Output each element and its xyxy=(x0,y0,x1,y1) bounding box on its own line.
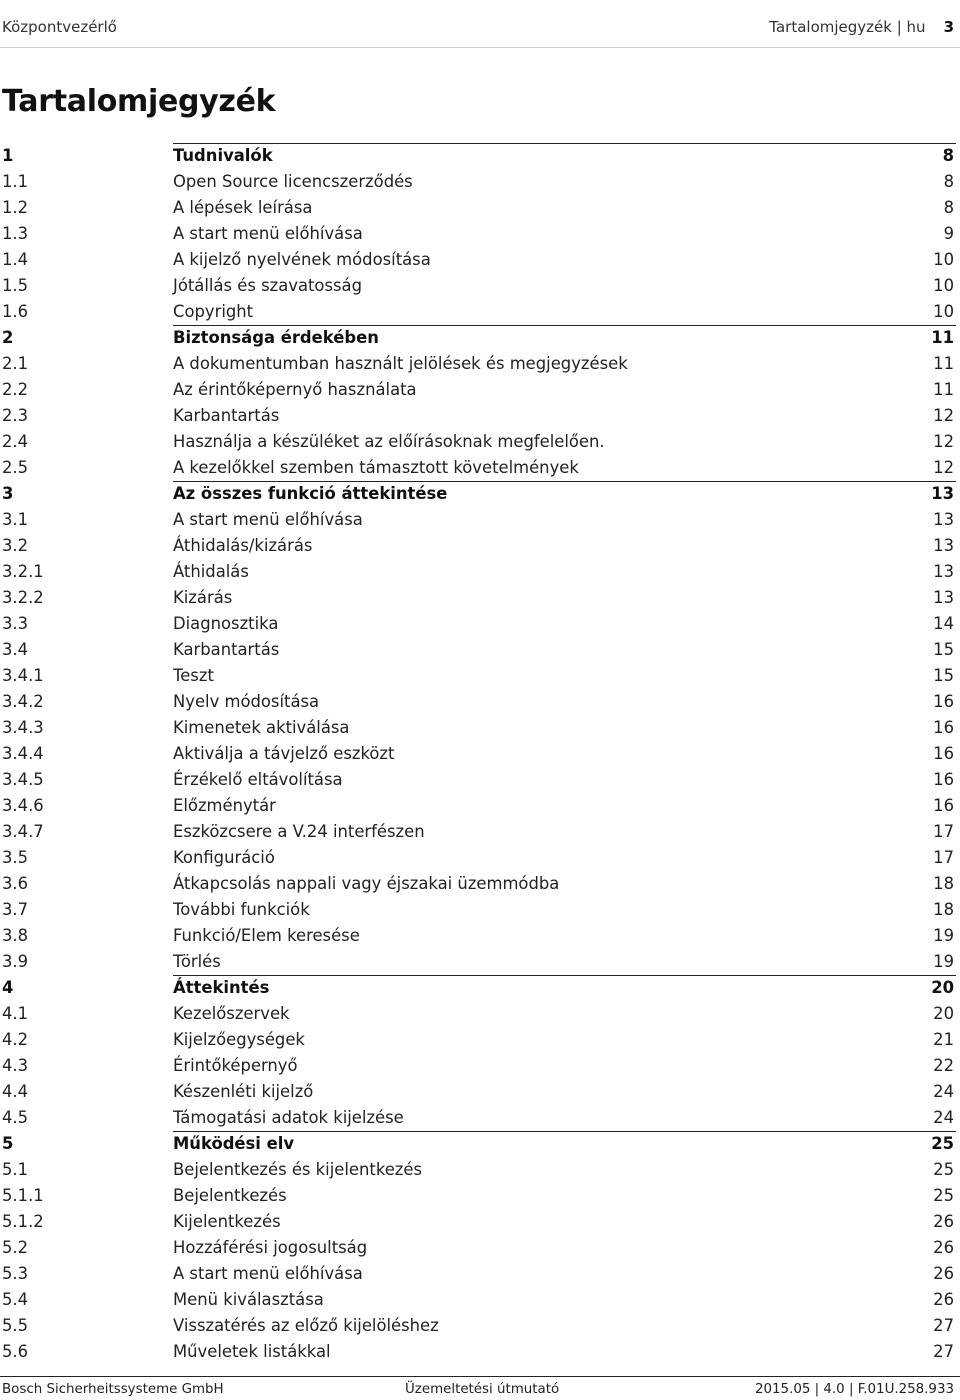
toc-entry-title: Eszközcsere a V.24 interfészen xyxy=(173,822,425,841)
toc-entry-number: 3.4.2 xyxy=(2,692,44,711)
toc-entry-number: 4.2 xyxy=(2,1030,29,1049)
toc-entry-page: 16 xyxy=(933,796,954,815)
toc-entry-page: 26 xyxy=(933,1238,954,1257)
toc-entry-page: 16 xyxy=(933,744,954,763)
toc-entry-row[interactable] xyxy=(0,611,960,637)
toc-entry-page: 11 xyxy=(933,354,954,373)
toc-entry-number: 1.5 xyxy=(2,276,29,295)
toc-entry-page: 21 xyxy=(933,1030,954,1049)
toc-entry-number: 5.5 xyxy=(2,1316,29,1335)
toc-chapter-row[interactable] xyxy=(0,1131,960,1157)
toc-entry-title: A start menü előhívása xyxy=(173,1264,363,1283)
toc-entry-row[interactable] xyxy=(0,195,960,221)
header-section xyxy=(769,18,954,36)
toc-entry-number: 2.4 xyxy=(2,432,29,451)
toc-entry-title: Bejelentkezés xyxy=(173,1186,287,1205)
toc-entry-title: Teszt xyxy=(173,666,214,685)
toc-entry-title: Érintőképernyő xyxy=(173,1056,298,1075)
toc-entry-number: 3.3 xyxy=(2,614,29,633)
toc-entry-title: Kezelőszervek xyxy=(173,1004,290,1023)
toc-entry-page: 15 xyxy=(933,640,954,659)
toc-entry-row[interactable] xyxy=(0,845,960,871)
toc-entry-number: 1.3 xyxy=(2,224,29,243)
toc-entry-row[interactable] xyxy=(0,1105,960,1131)
toc-entry-number: 5.3 xyxy=(2,1264,29,1283)
toc-entry-title: Kijelentkezés xyxy=(173,1212,281,1231)
toc-entry-page: 24 xyxy=(933,1108,954,1127)
toc-entry-number: 2.2 xyxy=(2,380,29,399)
toc-entry-row[interactable] xyxy=(0,1313,960,1339)
toc-entry-number: 3.4.4 xyxy=(2,744,44,763)
toc-entry-title: Támogatási adatok kijelzése xyxy=(173,1108,404,1127)
toc-entry-page: 11 xyxy=(933,380,954,399)
toc-chapter-row[interactable] xyxy=(0,975,960,1001)
toc-entry-title: Áthidalás xyxy=(173,562,249,581)
toc-entry-row[interactable] xyxy=(0,1183,960,1209)
toc-entry-number: 3.8 xyxy=(2,926,29,945)
toc-entry-page: 12 xyxy=(933,432,954,451)
toc-entry-title: A kijelző nyelvének módosítása xyxy=(173,250,431,269)
toc-entry-number: 3.5 xyxy=(2,848,29,867)
toc-entry-title: További funkciók xyxy=(173,900,310,919)
toc-chapter-row[interactable] xyxy=(0,325,960,351)
toc-entry-row[interactable] xyxy=(0,1079,960,1105)
toc-entry-title: A dokumentumban használt jelölések és megjegyzések xyxy=(173,354,628,373)
toc-entry-page: 10 xyxy=(933,276,954,295)
toc-entry-row[interactable] xyxy=(0,429,960,455)
toc-entry-page: 13 xyxy=(933,562,954,581)
toc-entry-title: Használja a készüléket az előírásoknak megfelelően. xyxy=(173,432,605,451)
toc-entry-row[interactable] xyxy=(0,923,960,949)
toc-entry-title: Hozzáférési jogosultság xyxy=(173,1238,368,1257)
toc-entry-row[interactable] xyxy=(0,1339,960,1365)
toc-entry-number: 2.3 xyxy=(2,406,29,425)
toc-entry-page: 12 xyxy=(933,406,954,425)
toc-entry-page: 18 xyxy=(933,900,954,919)
toc-entry-row[interactable] xyxy=(0,715,960,741)
toc-entry-page: 17 xyxy=(933,848,954,867)
toc-entry-number: 3.4.7 xyxy=(2,822,44,841)
toc-entry-title: Műveletek listákkal xyxy=(173,1342,331,1361)
page-title: Tartalomjegyzék xyxy=(2,84,276,119)
toc-entry-page: 13 xyxy=(931,484,954,503)
footer-company: Bosch Sicherheitssysteme GmbH xyxy=(2,1382,224,1397)
toc-entry-title: Az érintőképernyő használata xyxy=(173,380,417,399)
toc-entry-title: Törlés xyxy=(173,952,221,971)
toc-entry-title: Konfiguráció xyxy=(173,848,275,867)
toc-entry-row[interactable] xyxy=(0,793,960,819)
toc-entry-row[interactable] xyxy=(0,559,960,585)
toc-entry-number: 1.2 xyxy=(2,198,29,217)
toc-entry-number: 5.1.1 xyxy=(2,1186,44,1205)
toc-entry-title: Nyelv módosítása xyxy=(173,692,320,711)
toc-entry-number: 5.2 xyxy=(2,1238,29,1257)
toc-entry-row[interactable] xyxy=(0,221,960,247)
toc-entry-row[interactable] xyxy=(0,1027,960,1053)
toc-entry-title: Karbantartás xyxy=(173,640,280,659)
toc-entry-number: 2.5 xyxy=(2,458,29,477)
toc-entry-page: 24 xyxy=(933,1082,954,1101)
toc-entry-number: 3.4.1 xyxy=(2,666,44,685)
toc-entry-page: 25 xyxy=(933,1186,954,1205)
toc-entry-row[interactable] xyxy=(0,897,960,923)
toc-entry-number: 2.1 xyxy=(2,354,29,373)
toc-entry-title: Előzménytár xyxy=(173,796,276,815)
toc-entry-title: Biztonsága érdekében xyxy=(173,328,379,347)
toc-entry-page: 27 xyxy=(933,1316,954,1335)
toc-entry-number: 1.6 xyxy=(2,302,29,321)
toc-entry-page: 27 xyxy=(933,1342,954,1361)
page-footer xyxy=(0,1376,960,1400)
toc-entry-number: 3.6 xyxy=(2,874,29,893)
toc-entry-row[interactable] xyxy=(0,1235,960,1261)
toc-entry-number: 5.6 xyxy=(2,1342,29,1361)
toc-entry-row[interactable] xyxy=(0,1261,960,1287)
toc-entry-number: 3.4.3 xyxy=(2,718,44,737)
toc-entry-row[interactable] xyxy=(0,533,960,559)
toc-entry-page: 8 xyxy=(943,172,954,191)
toc-entry-page: 19 xyxy=(933,952,954,971)
toc-entry-number: 3.4 xyxy=(2,640,29,659)
toc-entry-row[interactable] xyxy=(0,1053,960,1079)
toc-entry-row[interactable] xyxy=(0,949,960,975)
toc-entry-number: 3.2 xyxy=(2,536,29,555)
toc-entry-title: Karbantartás xyxy=(173,406,280,425)
toc-entry-page: 10 xyxy=(933,250,954,269)
toc-entry-page: 26 xyxy=(933,1264,954,1283)
toc-entry-title: Tudnivalók xyxy=(173,146,273,165)
page-header xyxy=(0,0,960,48)
toc-entry-number: 3.4.5 xyxy=(2,770,44,789)
toc-entry-page: 26 xyxy=(933,1290,954,1309)
toc-entry-title: Érzékelő eltávolítása xyxy=(173,770,343,789)
toc-entry-page: 26 xyxy=(933,1212,954,1231)
toc-entry-row[interactable] xyxy=(0,299,960,325)
toc-entry-number: 4 xyxy=(2,978,14,997)
toc-entry-title: Menü kiválasztása xyxy=(173,1290,324,1309)
toc-entry-number: 5.1.2 xyxy=(2,1212,44,1231)
toc-entry-page: 19 xyxy=(933,926,954,945)
toc-entry-title: Diagnosztika xyxy=(173,614,279,633)
toc-entry-title: A kezelőkkel szemben támasztott követelmények xyxy=(173,458,579,477)
toc-entry-title: Átkapcsolás nappali vagy éjszakai üzemmódba xyxy=(173,874,560,893)
toc-entry-page: 10 xyxy=(933,302,954,321)
toc-entry-row[interactable] xyxy=(0,741,960,767)
toc-entry-row[interactable] xyxy=(0,663,960,689)
toc-entry-row[interactable] xyxy=(0,585,960,611)
toc-entry-number: 4.1 xyxy=(2,1004,29,1023)
toc-entry-number: 3.9 xyxy=(2,952,29,971)
toc-entry-page: 16 xyxy=(933,770,954,789)
toc-entry-page: 13 xyxy=(933,510,954,529)
toc-entry-page: 22 xyxy=(933,1056,954,1075)
toc-entry-title: Az összes funkció áttekintése xyxy=(173,484,448,503)
toc-entry-number: 1 xyxy=(2,146,14,165)
toc-entry-row[interactable] xyxy=(0,247,960,273)
toc-entry-number: 4.4 xyxy=(2,1082,29,1101)
toc-entry-page: 25 xyxy=(931,1134,954,1153)
toc-entry-title: Funkció/Elem keresése xyxy=(173,926,360,945)
toc-entry-page: 11 xyxy=(931,328,954,347)
toc-entry-title: Készenléti kijelző xyxy=(173,1082,314,1101)
toc-entry-row[interactable] xyxy=(0,767,960,793)
toc-entry-row[interactable] xyxy=(0,689,960,715)
toc-entry-number: 3.7 xyxy=(2,900,29,919)
toc-entry-number: 3.2.1 xyxy=(2,562,44,581)
toc-entry-title: Kizárás xyxy=(173,588,233,607)
toc-entry-title: Kijelzőegységek xyxy=(173,1030,305,1049)
toc-entry-row[interactable] xyxy=(0,1001,960,1027)
toc-entry-row[interactable] xyxy=(0,1157,960,1183)
toc-entry-title: Bejelentkezés és kijelentkezés xyxy=(173,1160,423,1179)
toc-entry-number: 3.4.6 xyxy=(2,796,44,815)
toc-entry-number: 2 xyxy=(2,328,14,347)
toc-entry-title: Áttekintés xyxy=(173,978,270,997)
toc-entry-title: Visszatérés az előző kijelöléshez xyxy=(173,1316,439,1335)
header-document-title: Központvezérlő xyxy=(2,18,117,36)
toc-entry-page: 9 xyxy=(943,224,954,243)
toc-entry-title: Copyright xyxy=(173,302,254,321)
toc-entry-row[interactable] xyxy=(0,1209,960,1235)
toc-entry-page: 16 xyxy=(933,718,954,737)
footer-document-type: Üzemeltetési útmutató xyxy=(405,1382,560,1397)
toc-entry-page: 15 xyxy=(933,666,954,685)
header-page-number: 3 xyxy=(943,18,954,36)
toc-entry-number: 1.1 xyxy=(2,172,29,191)
toc-entry-row[interactable] xyxy=(0,273,960,299)
toc-entry-title: A start menü előhívása xyxy=(173,510,363,529)
toc-entry-page: 14 xyxy=(933,614,954,633)
toc-entry-page: 17 xyxy=(933,822,954,841)
toc-entry-title: A lépések leírása xyxy=(173,198,313,217)
toc-entry-page: 18 xyxy=(933,874,954,893)
toc-entry-title: A start menü előhívása xyxy=(173,224,363,243)
toc-entry-row[interactable] xyxy=(0,403,960,429)
toc-entry-number: 5 xyxy=(2,1134,14,1153)
table-of-contents xyxy=(0,143,960,1365)
toc-entry-page: 13 xyxy=(933,588,954,607)
toc-entry-row[interactable] xyxy=(0,455,960,481)
toc-entry-number: 1.4 xyxy=(2,250,29,269)
toc-entry-row[interactable] xyxy=(0,637,960,663)
toc-entry-number: 4.5 xyxy=(2,1108,29,1127)
toc-entry-number: 4.3 xyxy=(2,1056,29,1075)
toc-entry-title: Aktiválja a távjelző eszközt xyxy=(173,744,395,763)
footer-version: 2015.05 | 4.0 | F.01U.258.933 xyxy=(755,1382,954,1397)
toc-entry-title: Jótállás és szavatosság xyxy=(173,276,362,295)
toc-entry-number: 5.1 xyxy=(2,1160,29,1179)
toc-entry-row[interactable] xyxy=(0,377,960,403)
toc-entry-page: 20 xyxy=(933,1004,954,1023)
toc-entry-row[interactable] xyxy=(0,1287,960,1313)
toc-entry-page: 8 xyxy=(943,198,954,217)
toc-entry-page: 25 xyxy=(933,1160,954,1179)
toc-entry-row[interactable] xyxy=(0,871,960,897)
toc-entry-row[interactable] xyxy=(0,351,960,377)
toc-entry-row[interactable] xyxy=(0,507,960,533)
toc-entry-page: 12 xyxy=(933,458,954,477)
toc-entry-number: 3.1 xyxy=(2,510,29,529)
toc-entry-row[interactable] xyxy=(0,169,960,195)
toc-entry-title: Open Source licencszerződés xyxy=(173,172,413,191)
header-section-label: Tartalomjegyzék | hu xyxy=(769,18,926,36)
toc-entry-title: Kimenetek aktiválása xyxy=(173,718,350,737)
toc-entry-title: Áthidalás/kizárás xyxy=(173,536,313,555)
toc-entry-page: 16 xyxy=(933,692,954,711)
toc-chapter-row[interactable] xyxy=(0,143,960,169)
toc-entry-number: 3 xyxy=(2,484,14,503)
toc-entry-page: 8 xyxy=(942,146,954,165)
toc-entry-page: 20 xyxy=(931,978,954,997)
toc-entry-page: 13 xyxy=(933,536,954,555)
toc-entry-title: Működési elv xyxy=(173,1134,295,1153)
toc-entry-row[interactable] xyxy=(0,819,960,845)
toc-entry-number: 5.4 xyxy=(2,1290,29,1309)
toc-chapter-row[interactable] xyxy=(0,481,960,507)
toc-entry-number: 3.2.2 xyxy=(2,588,44,607)
